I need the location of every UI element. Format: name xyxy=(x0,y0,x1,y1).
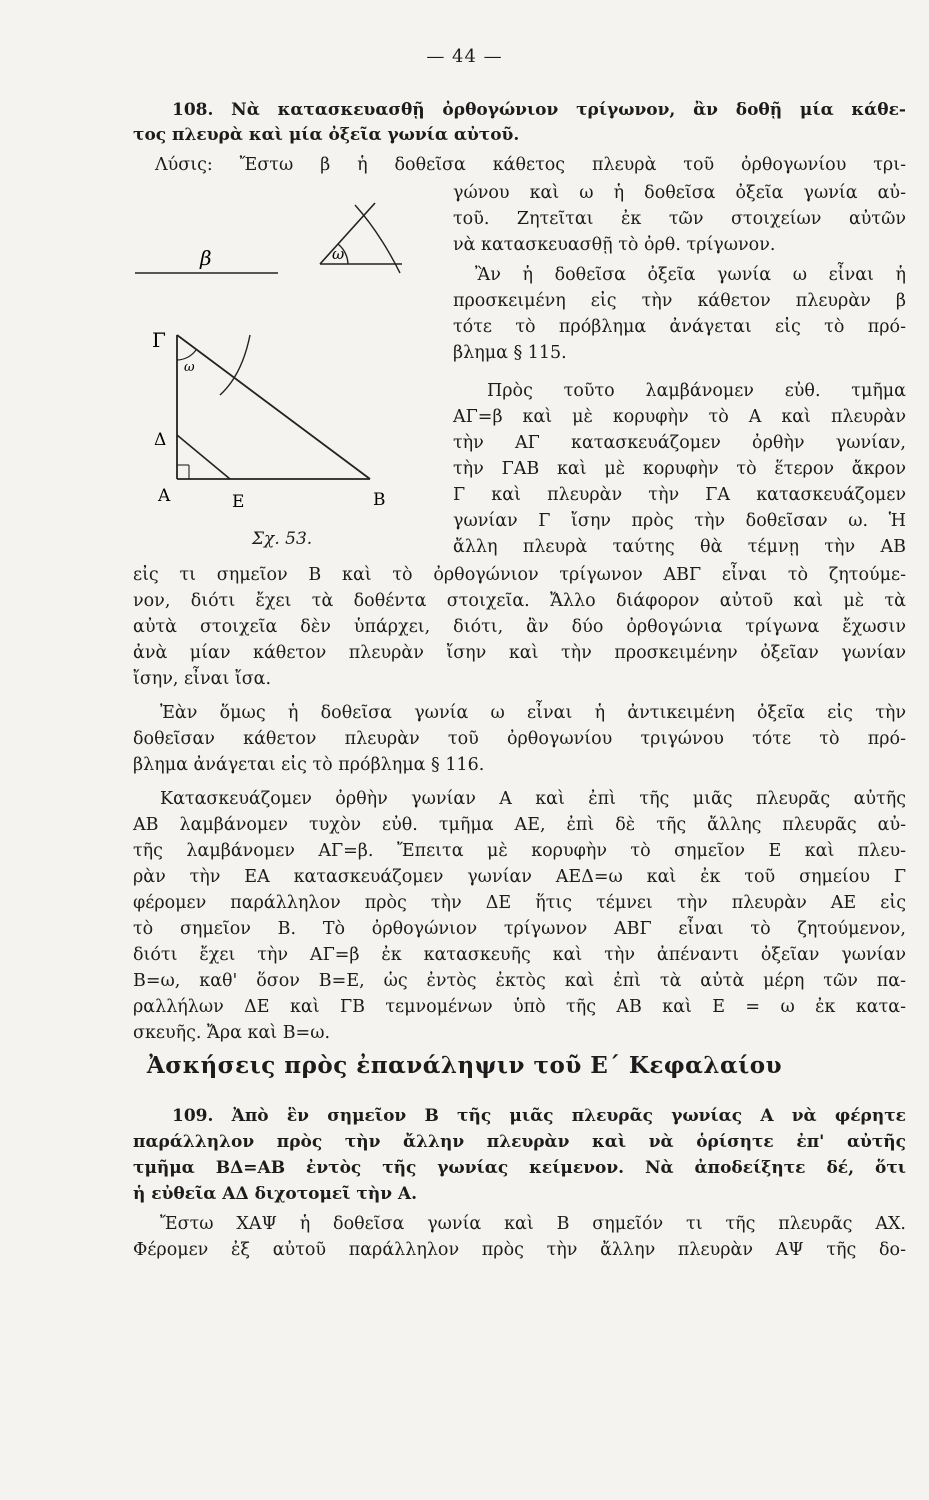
body-line: νον, διότι ἔχει τὰ δοθέντα στοιχεῖα. Ἄλλο διάφορον αὐτοῦ καὶ μὲ τὰ xyxy=(133,591,906,611)
solution-intro: Λύσις: Ἔστω β ἡ δοθεῖσα κάθετος πλευρὰ τοῦ ὀρθογωνίου τρι- xyxy=(155,155,906,175)
body-line: σκευῆς. Ἄρα καὶ Β=ω. xyxy=(133,1023,331,1043)
angle-label-omega: ω xyxy=(332,245,345,263)
page-number: — 44 — xyxy=(426,46,503,67)
body-line: Κατασκευάζομεν ὀρθὴν γωνίαν Α καὶ ἐπὶ τῆς μιᾶς πλευρᾶς αὐτῆς xyxy=(160,789,906,809)
problem-109-statement-line: ἡ εὐθεῖα ΑΔ διχοτομεῖ τὴν Α. xyxy=(133,1184,418,1204)
right-col-line: Γ καὶ πλευρὰν τὴν ΓΑ κατασκευάζομεν xyxy=(453,485,906,505)
right-col-line: τὴν ΑΓ κατασκευάζομεν ὀρθὴν γωνίαν, xyxy=(453,433,906,453)
right-col-line: τὴν ΓΑΒ καὶ μὲ κορυφὴν τὸ ἕτερον ἄκρον xyxy=(453,459,906,479)
angle-arm-line xyxy=(320,203,375,264)
body-line: βλημα ἀνάγεται εἰς τὸ πρόβλημα § 116. xyxy=(133,755,485,775)
geometry-figure xyxy=(130,195,430,555)
body-line: εἰς τι σημεῖον Β καὶ τὸ ὀρθογώνιον τρίγωνον ΑΒΓ εἶναι τὸ ζητούμε- xyxy=(133,565,906,585)
problem-109-statement-line: τμῆμα ΒΔ=ΑΒ ἐντὸς τῆς γωνίας κείμενον. Νὰ ἀποδείξητε δέ, ὅτι xyxy=(133,1158,906,1178)
right-col-line: τότε τὸ πρόβλημα ἀνάγεται εἰς τὸ πρό- xyxy=(453,317,906,337)
inner-angle-arc xyxy=(177,350,196,360)
problem-108-statement-line-2: τος πλευρὰ καὶ μία ὀξεῖα γωνία αὐτοῦ. xyxy=(133,125,520,145)
vertex-label-A: Α xyxy=(158,486,171,506)
body-line: τῆς λαμβάνομεν ΑΓ=β. Ἔπειτα μὲ κορυφὴν τὸ σημεῖον Ε καὶ πλευ- xyxy=(133,841,906,861)
problem-109-statement-line: παράλληλον πρὸς τὴν ἄλλην πλευρὰν καὶ νὰ ὁρίσητε ἐπ' αὐτῆς xyxy=(133,1132,906,1152)
body-line: ραλλήλων ΔΕ καὶ ΓΒ τεμνομένων ὑπὸ τῆς ΑΒ καὶ Ε = ω ἐκ κατα- xyxy=(133,997,906,1017)
side-GB xyxy=(177,335,370,479)
right-col-line: βλημα § 115. xyxy=(453,343,567,363)
right-col-line: νὰ κατασκευασθῇ τὸ ὀρθ. τρίγωνον. xyxy=(453,235,776,255)
figure-caption: Σχ. 53. xyxy=(252,529,313,549)
right-col-line: γωνίαν Γ ἴσην πρὸς τὴν δοθεῖσαν ω. Ἡ xyxy=(453,511,906,531)
right-col-line: τοῦ. Ζητεῖται ἐκ τῶν στοιχείων αὐτῶν xyxy=(453,209,906,229)
problem-108-statement-line-1: 108. Νὰ κατασκευασθῇ ὀρθογώνιον τρίγωνον, ἂν δοθῇ μία κάθε- xyxy=(172,100,906,120)
right-col-line: Πρὸς τοῦτο λαμβάνομεν εὐθ. τμῆμα xyxy=(487,381,906,401)
section-heading: Ἀσκήσεις πρὸς ἐπανάληψιν τοῦ Ε΄ Κεφαλαίου xyxy=(146,1052,783,1079)
right-col-line: προσκειμένη εἰς τὴν κάθετον πλευρὰν β xyxy=(453,291,906,311)
body-line: Β=ω, καθ' ὅσον Β=Ε, ὡς ἐντὸς ἐκτὸς καὶ ἐπὶ τὰ αὐτὰ μέρη τῶν πα- xyxy=(133,971,906,991)
right-col-line: ΑΓ=β καὶ μὲ κορυφὴν τὸ Α καὶ πλευρὰν xyxy=(453,407,906,427)
problem-109-body-line: Φέρομεν ἐξ αὐτοῦ παράλληλον πρὸς τὴν ἄλλην πλευρὰν ΑΨ τῆς δο- xyxy=(133,1240,906,1260)
vertex-label-E: Ε xyxy=(232,492,245,512)
vertex-label-B: Β xyxy=(373,490,386,510)
right-col-line: γώνου καὶ ω ἡ δοθεῖσα ὀξεῖα γωνία αὐ- xyxy=(453,183,906,203)
body-line: δοθεῖσαν κάθετον πλευρὰν τοῦ ὀρθογωνίου τριγώνου τότε τὸ πρό- xyxy=(133,729,906,749)
problem-109-statement-line: 109. Ἀπὸ ἓν σημεῖον Β τῆς μιᾶς πλευρᾶς γωνίας Α νὰ φέρητε xyxy=(172,1106,906,1126)
body-line: ρὰν τὴν ΕΑ κατασκευάζομεν γωνίαν ΑΕΔ=ω καὶ ἐκ τοῦ σημείου Γ xyxy=(133,867,906,887)
right-col-line: ἄλλη πλευρὰ ταύτης θὰ τέμνῃ τὴν ΑΒ xyxy=(453,537,906,557)
body-line: ἀνὰ μίαν κάθετον πλευρὰν ἴσην καὶ τὴν προσκειμένην ὀξεῖαν γωνίαν xyxy=(133,643,906,663)
vertex-label-D: Δ xyxy=(154,430,167,450)
segment-label-beta: β xyxy=(200,246,212,270)
body-line: διότι ἔχει τὴν ΑΓ=β ἐκ κατασκευῆς καὶ τὴν ἀπέναντι ὀξεῖαν γωνίαν xyxy=(133,945,906,965)
problem-109-body-line: Ἔστω ΧΑΨ ἡ δοθεῖσα γωνία καὶ Β σημεῖόν τι τῆς πλευρᾶς ΑΧ. xyxy=(160,1214,906,1234)
line-DE xyxy=(177,435,230,479)
body-line: τὸ σημεῖον Β. Τὸ ὀρθογώνιον τρίγωνον ΑΒΓ εἶναι τὸ ζητούμενον, xyxy=(133,919,906,939)
body-line: Ἐὰν ὅμως ἡ δοθεῖσα γωνία ω εἶναι ἡ ἀντικειμένη ὀξεῖα εἰς τὴν xyxy=(160,703,906,723)
body-line: αὐτὰ στοιχεῖα δὲν ὑπάρχει, διότι, ἂν δύο ὀρθογώνια τρίγωνα ἔχωσιν xyxy=(133,617,906,637)
body-line: φέρομεν παράλληλον πρὸς τὴν ΔΕ ἥτις τέμνει τὴν πλευρὰν ΑΕ εἰς xyxy=(133,893,906,913)
body-line: ἴσην, εἶναι ἴσα. xyxy=(133,669,272,689)
angle-arc-large xyxy=(355,205,400,273)
body-line: ΑΒ λαμβάνομεν τυχὸν εὐθ. τμῆμα ΑΕ, ἐπὶ δὲ τῆς ἄλλης πλευρᾶς αὐ- xyxy=(133,815,906,835)
right-col-line: Ἂν ἡ δοθεῖσα ὀξεῖα γωνία ω εἶναι ἡ xyxy=(475,265,906,285)
vertex-label-G: Γ xyxy=(152,328,166,352)
inner-angle-label: ω xyxy=(184,360,195,375)
